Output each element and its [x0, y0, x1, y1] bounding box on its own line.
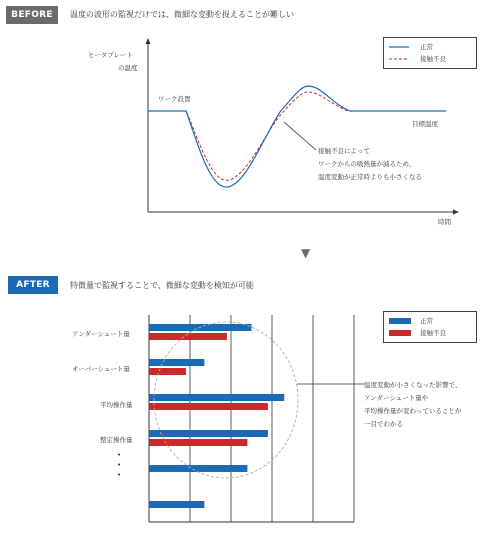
bar-fault — [149, 368, 186, 375]
annotation-line: アンダーシュート量や — [364, 394, 429, 402]
dot: • — [117, 471, 122, 479]
annotation-line: 平均操作量が変わっていることが — [364, 407, 462, 415]
x-axis-label: 時間 — [438, 218, 451, 226]
target-temp-label: 目標温度 — [412, 120, 438, 128]
legend-normal-swatch — [389, 318, 411, 324]
cat-label-settling-operation: 整定操作量 — [100, 436, 133, 444]
bar-normal — [149, 430, 268, 437]
before-tag: BEFORE — [6, 6, 58, 24]
y-axis-label: ヒータプレート — [88, 51, 133, 59]
y-axis-label-2: の温度 — [118, 64, 138, 72]
legend-fault-swatch — [389, 330, 411, 336]
bar-normal — [149, 394, 284, 401]
annotation-line: 接触不良によって — [318, 147, 370, 155]
annotation-line: 一目でわかる — [364, 420, 403, 428]
bar-fault — [149, 439, 247, 446]
bar-grid — [190, 315, 354, 522]
dot: • — [117, 451, 122, 459]
down-arrow-icon: ▼ — [301, 246, 311, 260]
after-annotation — [364, 379, 461, 431]
legend-fault-label: 接触不良 — [420, 55, 446, 63]
bar-normal — [149, 465, 247, 472]
ellipsis-dots — [117, 450, 121, 480]
after-legend — [383, 311, 477, 343]
before-heading: 温度の波形の監視だけでは、微細な変動を捉えることが難しい — [70, 10, 294, 19]
bar-normal — [149, 359, 204, 366]
after-tag: AFTER — [8, 276, 58, 294]
bar-normal — [149, 501, 204, 508]
legend-fault-label: 接触不良 — [420, 329, 446, 337]
annotation-line: 温度変動が正常時よりも小さくなる — [318, 173, 422, 181]
cat-label-undershoot: アンダーシュート量 — [72, 330, 130, 338]
bar-fault — [149, 403, 268, 410]
after-heading: 特徴量で監視することで、微細な変動を検知が可能 — [70, 281, 254, 290]
legend-normal-label: 正常 — [420, 317, 433, 325]
cat-label-avg-operation: 平均操作量 — [100, 401, 133, 409]
annotation-line: 温度変動が小さくなった影響で、 — [364, 381, 462, 389]
legend-normal-label: 正常 — [420, 43, 433, 51]
workpiece-label: ワーク設置 — [158, 95, 191, 103]
annotation-line: ワークからの吸熱量が減るため、 — [318, 160, 416, 168]
dot: • — [117, 461, 122, 469]
cat-label-overshoot: オーバーシュート量 — [72, 365, 130, 373]
